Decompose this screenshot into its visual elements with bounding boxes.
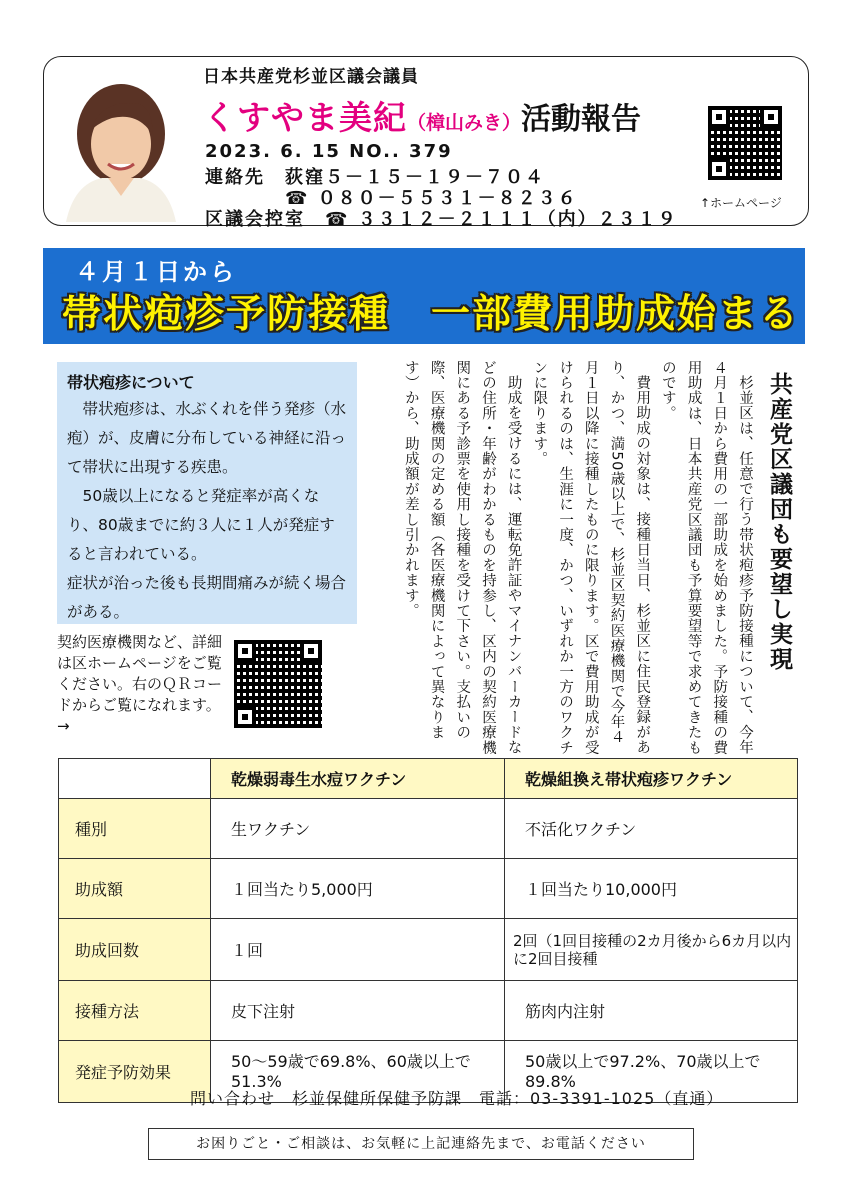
city-qr-code[interactable] [234,640,322,728]
office-phone: ☎ ３３１２－２１１１（内）２３１９ [325,209,678,230]
report-label: 活動報告 [521,102,642,137]
row-label: 助成額 [59,859,211,919]
cell-live: １回 [211,919,505,981]
row-label: 発症予防効果 [59,1041,211,1103]
cell-recombinant: １回当たり10,000円 [505,859,798,919]
cell-live: 50～59歳で69.8%、60歳以上で51.3% [211,1041,505,1103]
table-row [59,799,798,859]
cell-recombinant: 2回（1回目接種の2カ月後から6カ月以内に2回目接種 [505,919,798,981]
table-header-live-vaccine: 乾燥弱毒生水痘ワクチン [211,759,505,799]
homepage-qr-code[interactable] [708,106,782,180]
shingles-info-box [57,362,357,624]
office-line [205,205,678,231]
name-line [203,92,641,138]
row-label: 接種方法 [59,981,211,1041]
table-header-blank [59,759,211,799]
info-paragraph: 症状が治った後も長期間痛みが続く場合がある。 [67,574,347,621]
councilor-photo [62,72,180,222]
cell-live: 皮下注射 [211,981,505,1041]
article-paragraph: 杉並区は、任意で行う帯状疱疹予防接種について、今年４月１日から費用の一部助成を始めました。予防接種の費用助成は、日本共産党区議団も予算要望等で求めてきたものです。 [659,360,753,756]
banner-subtitle: ４月１日から [75,258,237,286]
councilor-name-reading: （樟山みき） [407,112,522,134]
contact-address: 荻窪５－１５－１９－７０４ [285,167,545,188]
table-header-recombinant-vaccine: 乾燥組換え帯状疱疹ワクチン [505,759,798,799]
row-label: 種別 [59,799,211,859]
info-box-heading: 帯状疱疹について [67,373,195,392]
cell-recombinant: 50歳以上で97.2%、70歳以上で89.8% [505,1041,798,1103]
cell-live: １回当たり5,000円 [211,859,505,919]
inquiry-line: 問い合わせ 杉並保健所保健予防課 電話：03-3391-1025（直通） [190,1089,724,1108]
article-title: 共産党区議団も要望し実現 [766,372,792,672]
table-row [59,981,798,1041]
article-body [345,360,757,756]
table-header-row [59,759,798,799]
issue-number: 2023. 6. 15 NO.. 379 [205,141,453,162]
table-row [59,859,798,919]
row-label: 助成回数 [59,919,211,981]
affiliation: 日本共産党杉並区議会議員 [203,67,419,87]
qr-note: 契約医療機関など、詳細は区ホームページをご覧ください。右のＱＲコードからご覧になれます。→ [57,633,223,735]
table-row [59,919,798,981]
councilor-name: くすやま美紀 [203,98,407,137]
vaccine-table [58,758,798,1103]
article-paragraph: 助成を受けるには、運転免許証やマイナンバーカードなどの住所・年齢がわかるものを持参し、区内の契約医療機関にある予診票を使用し接種を受けて下さい。支払いの際、医療機関の定める額（各医療機関によって異なります）から、助成額が差し引かれます。 [402,360,522,756]
info-paragraph: 帯状疱疹は、水ぶくれを伴う発疹（水疱）が、皮膚に分布している神経に沿って帯状に出現する疾患。 [67,400,347,476]
contact-mobile: ☎ ０８０－５５３１－８２３６ [285,188,578,209]
office-label: 区議会控室 [205,209,305,230]
banner-title: 帯状疱疹予防接種 一部費用助成始まる [62,292,801,337]
article-paragraph: 費用助成の対象は、接種日当日、杉並区に住民登録があり、かつ、満50歳以上で、杉並区契約医療機関で今年４月１日以降に接種したものに限ります。区で費用助成が受けられるのは、生涯に一度、かつ、いずれか一方のワクチンに限ります。 [531,360,651,756]
cell-live: 生ワクチン [211,799,505,859]
cell-recombinant: 不活化ワクチン [505,799,798,859]
footer-note: お困りごと・ご相談は、お気軽に上記連絡先まで、お電話ください [148,1128,694,1160]
contact-label: 連絡先 [205,167,265,188]
cell-recombinant: 筋肉内注射 [505,981,798,1041]
info-paragraph: 50歳以上になると発症率が高くなり、80歳までに約３人に１人が発症すると言われている。 [67,487,335,563]
qr-caption: ↑ホームページ [700,196,782,210]
